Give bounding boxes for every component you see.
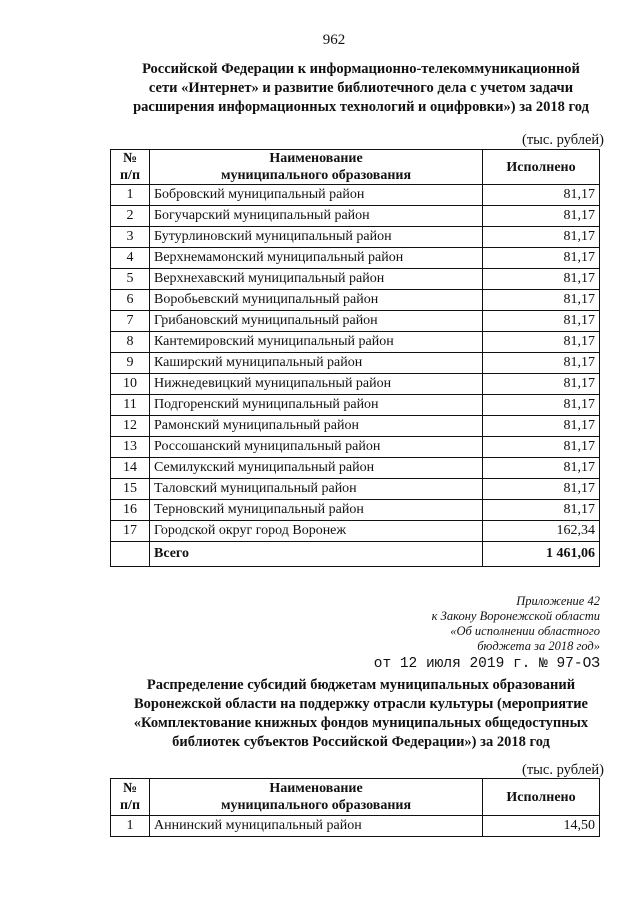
table-row (111, 227, 600, 248)
appendix-line: Приложение 42 (516, 594, 600, 608)
row-value: 81,17 (483, 374, 600, 395)
header-name (150, 150, 483, 185)
row-num: 5 (111, 269, 150, 290)
header-value: Исполнено (483, 150, 600, 185)
row-name: Верхнемамонский муниципальный район (150, 248, 483, 269)
header-name-line: Наименование (269, 781, 363, 796)
table-row (111, 353, 600, 374)
table2-title-line: библиотек субъектов Российской Федерации») за 2018 год (172, 734, 550, 750)
table2-title (112, 676, 610, 752)
appendix-line: бюджета за 2018 год» (477, 639, 600, 653)
table1-title-line: Российской Федерации к информационно-телекоммуникационной (142, 61, 580, 77)
row-num: 15 (111, 479, 150, 500)
row-num: 7 (111, 311, 150, 332)
row-value: 14,50 (483, 816, 600, 837)
row-name: Аннинский муниципальный район (150, 816, 483, 837)
table1-title-line: расширения информационных технологий и оцифровки») за 2018 год (133, 99, 589, 115)
header-name (150, 779, 483, 816)
row-name: Верхнехавский муниципальный район (150, 269, 483, 290)
row-name: Каширский муниципальный район (150, 353, 483, 374)
row-num: 16 (111, 500, 150, 521)
table-row (111, 290, 600, 311)
table-row (111, 437, 600, 458)
table-row (111, 269, 600, 290)
row-name: Воробьевский муниципальный район (150, 290, 483, 311)
row-num: 11 (111, 395, 150, 416)
row-value: 81,17 (483, 437, 600, 458)
row-num: 6 (111, 290, 150, 311)
total-num-cell (111, 542, 150, 567)
table-row (111, 458, 600, 479)
table1-title-line: сети «Интернет» и развитие библиотечного дела с учетом задачи (148, 80, 574, 96)
row-value: 81,17 (483, 206, 600, 227)
table1-units: (тыс. рублей) (522, 132, 604, 148)
total-label: Всего (150, 542, 483, 567)
row-num: 1 (111, 816, 150, 837)
total-value: 1 461,06 (483, 542, 600, 567)
table1-header-row (111, 150, 600, 185)
row-name: Семилукский муниципальный район (150, 458, 483, 479)
table-row (111, 185, 600, 206)
row-num: 14 (111, 458, 150, 479)
row-value: 162,34 (483, 521, 600, 542)
row-name: Кантемировский муниципальный район (150, 332, 483, 353)
law-date-stamp: от 12 июля 2019 г. № 97-ОЗ (373, 656, 600, 672)
row-value: 81,17 (483, 500, 600, 521)
table-row (111, 416, 600, 437)
row-num: 17 (111, 521, 150, 542)
table2-title-line: Распределение субсидий бюджетам муниципальных образований (146, 677, 576, 693)
appendix-line: «Об исполнении областного (450, 624, 600, 638)
table-row (111, 500, 600, 521)
appendix-note (432, 594, 600, 654)
row-value: 81,17 (483, 395, 600, 416)
header-num-line: п/п (119, 168, 141, 183)
row-value: 81,17 (483, 416, 600, 437)
table-row (111, 206, 600, 227)
row-name: Таловский муниципальный район (150, 479, 483, 500)
table-row (111, 311, 600, 332)
row-value: 81,17 (483, 248, 600, 269)
table-row (111, 479, 600, 500)
table2 (110, 778, 600, 837)
table-row (111, 816, 600, 837)
header-name-line: муниципального образования (220, 798, 412, 813)
row-value: 81,17 (483, 290, 600, 311)
row-num: 13 (111, 437, 150, 458)
header-num-line: № (122, 781, 138, 796)
table2-title-line: Воронежской области на поддержку отрасли культуры (мероприятие (134, 696, 588, 712)
row-num: 10 (111, 374, 150, 395)
appendix-line: к Закону Воронежской области (431, 609, 600, 623)
table1 (110, 149, 600, 567)
row-num: 8 (111, 332, 150, 353)
row-name: Нижнедевицкий муниципальный район (150, 374, 483, 395)
row-name: Подгоренский муниципальный район (150, 395, 483, 416)
row-num: 2 (111, 206, 150, 227)
header-num (111, 779, 150, 816)
table-row (111, 395, 600, 416)
page-number: 962 (322, 32, 346, 48)
table-row (111, 332, 600, 353)
row-name: Богучарский муниципальный район (150, 206, 483, 227)
header-num-line: п/п (119, 798, 141, 813)
row-name: Терновский муниципальный район (150, 500, 483, 521)
header-num-line: № (122, 151, 138, 166)
row-num: 12 (111, 416, 150, 437)
header-name-line: муниципального образования (220, 168, 412, 183)
row-value: 81,17 (483, 269, 600, 290)
row-value: 81,17 (483, 185, 600, 206)
row-value: 81,17 (483, 332, 600, 353)
row-value: 81,17 (483, 479, 600, 500)
table2-title-line: «Комплектование книжных фондов муниципальных общедоступных (133, 715, 589, 731)
table1-title (112, 60, 610, 117)
row-num: 1 (111, 185, 150, 206)
header-num (111, 150, 150, 185)
header-value: Исполнено (483, 779, 600, 816)
row-value: 81,17 (483, 458, 600, 479)
table-row (111, 521, 600, 542)
row-name: Россошанский муниципальный район (150, 437, 483, 458)
row-value: 81,17 (483, 353, 600, 374)
row-value: 81,17 (483, 227, 600, 248)
table2-header-row (111, 779, 600, 816)
row-name: Бутурлиновский муниципальный район (150, 227, 483, 248)
row-num: 3 (111, 227, 150, 248)
row-name: Городской округ город Воронеж (150, 521, 483, 542)
table-row (111, 374, 600, 395)
row-value: 81,17 (483, 311, 600, 332)
total-row (111, 542, 600, 567)
header-name-line: Наименование (269, 151, 363, 166)
row-name: Бобровский муниципальный район (150, 185, 483, 206)
row-name: Рамонский муниципальный район (150, 416, 483, 437)
row-num: 9 (111, 353, 150, 374)
row-num: 4 (111, 248, 150, 269)
table2-units: (тыс. рублей) (522, 762, 604, 778)
row-name: Грибановский муниципальный район (150, 311, 483, 332)
table-row (111, 248, 600, 269)
